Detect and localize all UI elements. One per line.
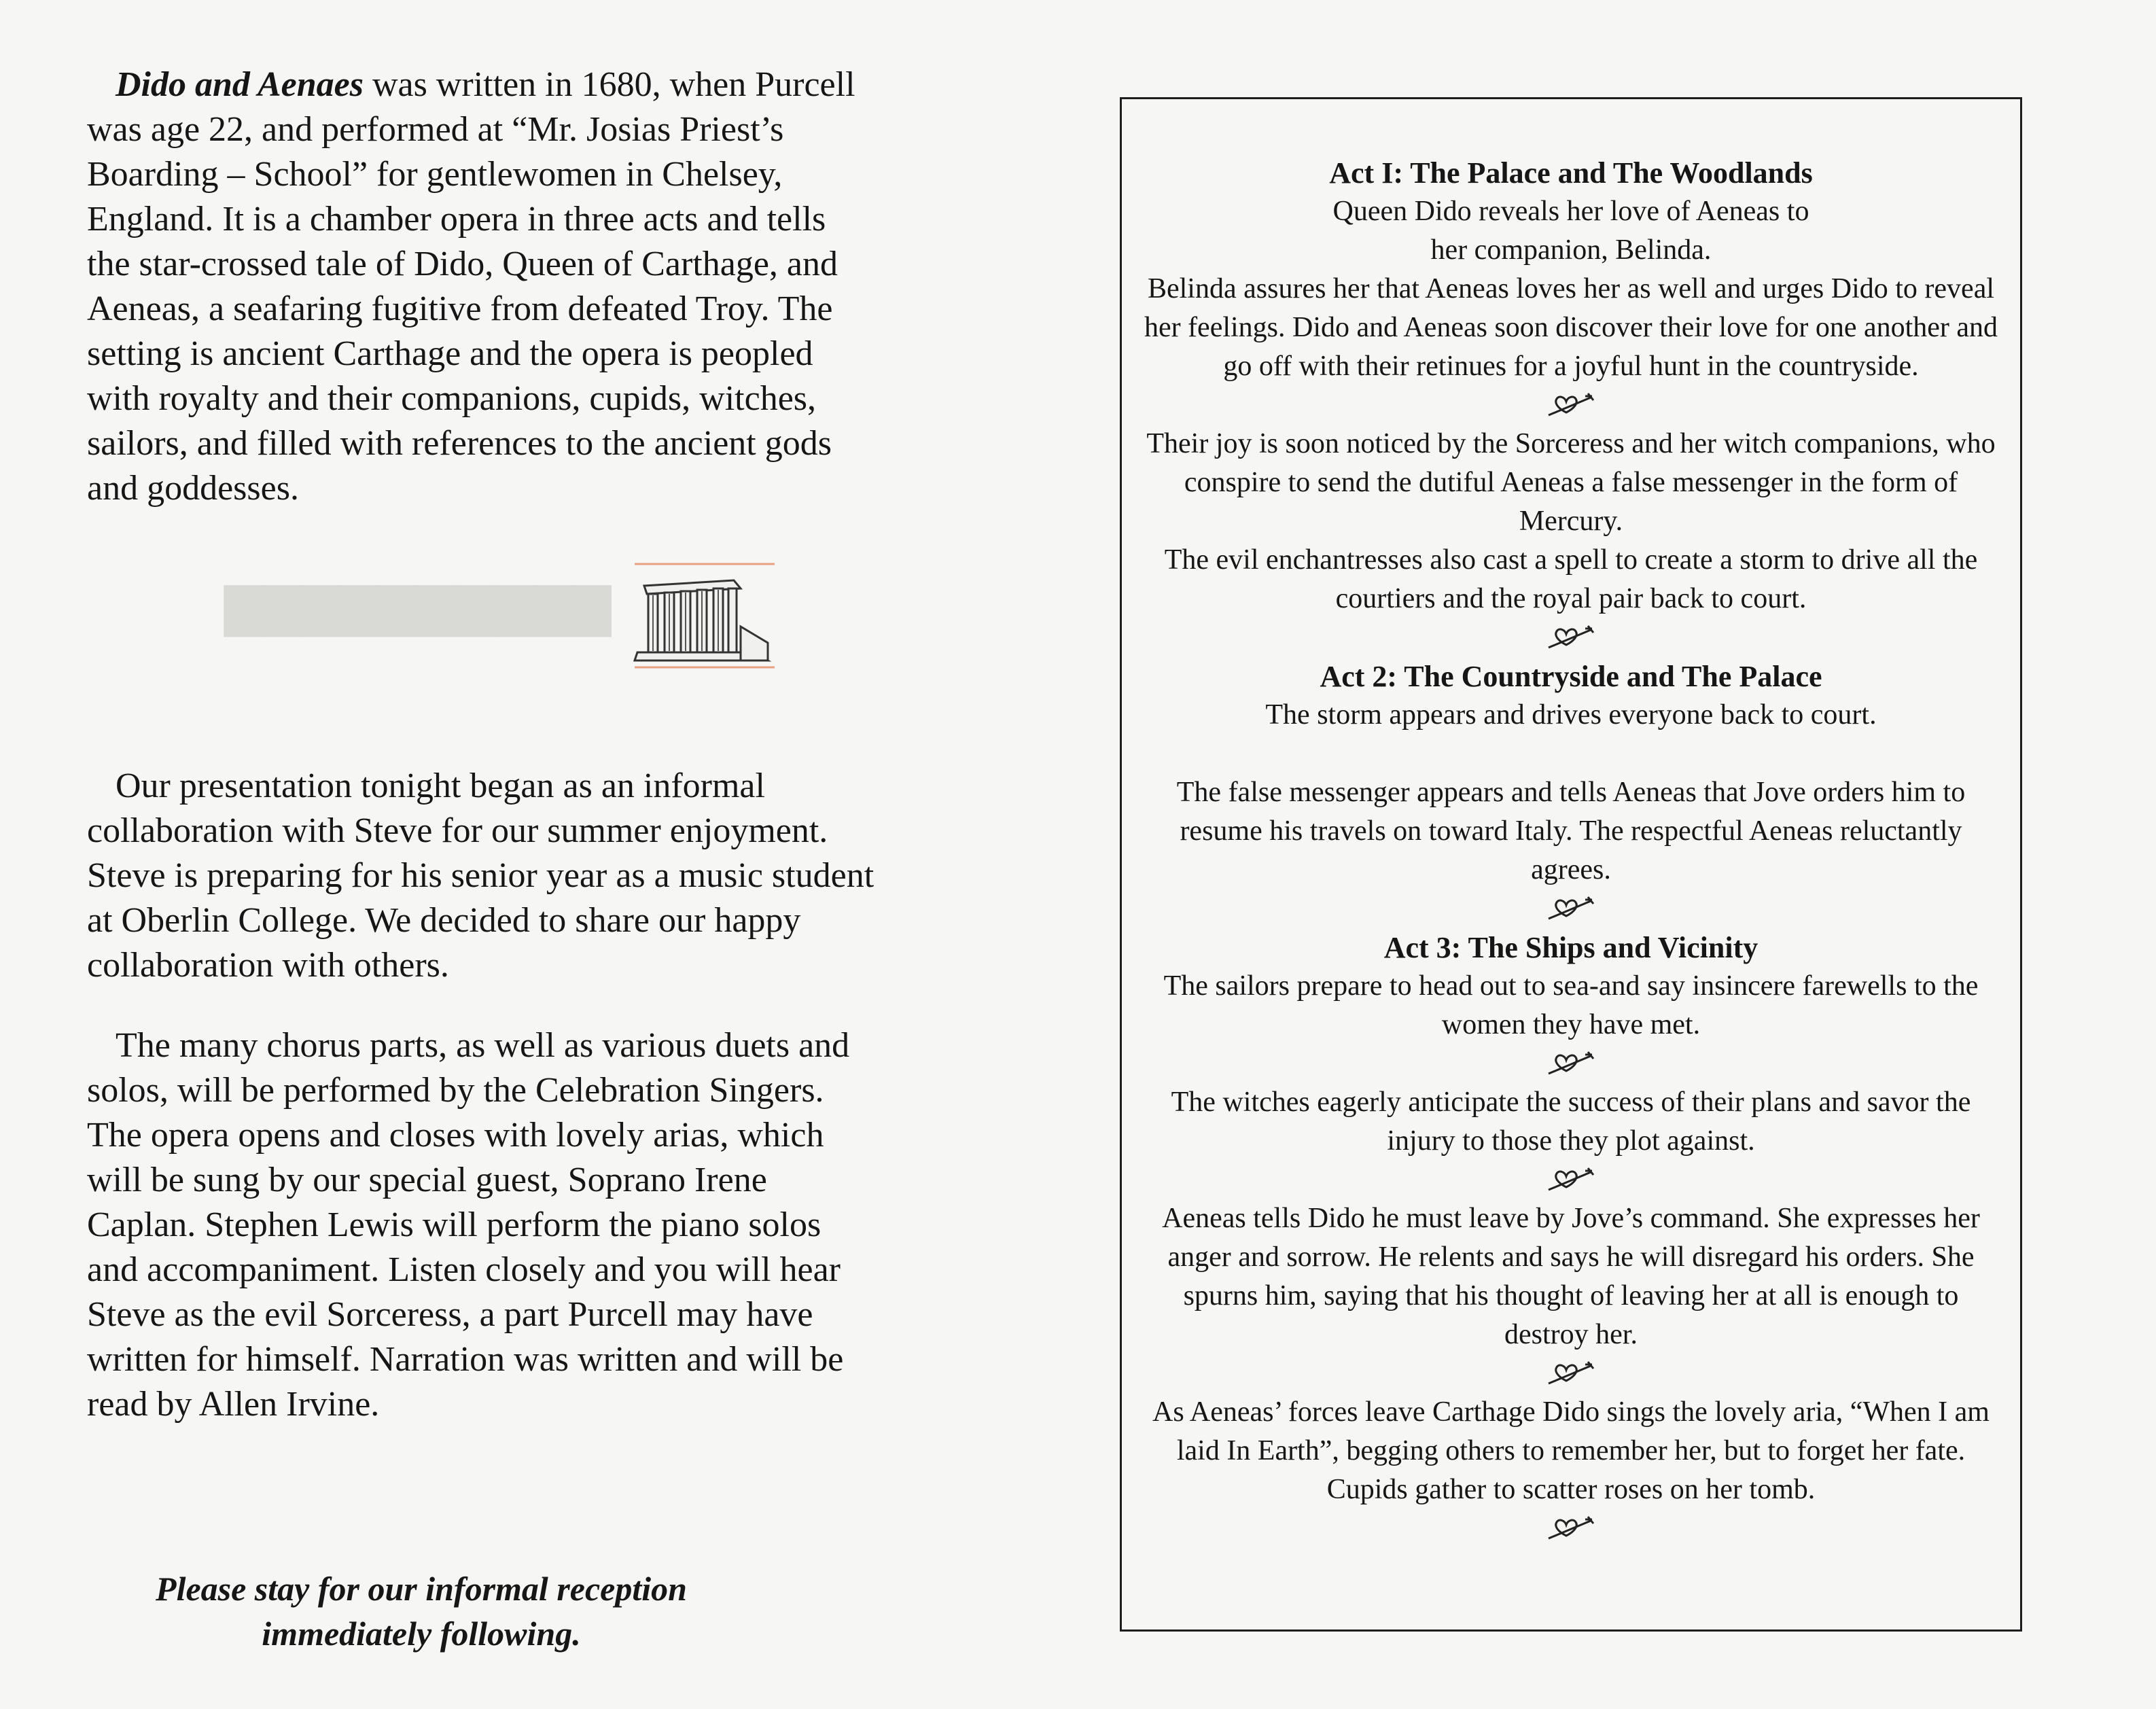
reception-line-2: immediately following. [262,1615,581,1653]
act1-paragraph-3: Their joy is soon noticed by the Sorceress and her witch companions, who conspire to send the dutiful Aeneas a false messenger in the form of Mercury. [1146,428,1996,537]
presentation-paragraph: Our presentation tonight began as an informal collaboration with Steve for our summer enjoyment. Steve is preparing for his senior year as a music student at Oberlin College. We decided to share our happy collaboration with others. [87,767,874,985]
intro-text: was written in 1680, when Purcell was age 22, and performed at “Mr. Josias Priest’s Boarding – School” for gentlewomen in Chelsey, England. It is a chamber opera in three acts and tells the star-crossed tale of Dido, Queen of Carthage, and Aeneas, a seafaring fugitive from defeated Troy. The setting is ancient Carthage and the opera is peopled with royalty and their companions, cupids, witches, sailors, and filled with references to the ancient gods and goddesses. [87,65,855,508]
heart-arrow-icon [1138,618,2004,657]
heart-arrow-icon [1138,1161,2004,1199]
act2-paragraph-1: The storm appears and drives everyone back to court. [1265,699,1877,730]
reception-note [109,1566,734,1656]
opera-title: Dido and Aenaes [116,65,364,104]
act3-paragraph-3: Aeneas tells Dido he must leave by Jove’s command. She expresses her anger and sorrow. He relents and says he will disregard his orders. She spurns him, saying that his thought of leaving her at all is enough to destroy her. [1162,1203,1980,1350]
act3-paragraph-4: As Aeneas’ forces leave Carthage Dido sings the lovely aria, “When I am laid In Earth”, begging others to remember her, but to forget her fate. Cupids gather to scatter roses on her tomb. [1152,1396,1990,1505]
spacer [1138,735,2004,773]
reception-line-1: Please stay for our informal reception [156,1570,687,1608]
act1-line-1: Queen Dido reveals her love of Aeneas to [1332,196,1809,227]
heart-arrow-icon [1138,1044,2004,1083]
heart-arrow-icon [1138,386,2004,425]
temple-columns-icon [632,561,776,671]
act1-paragraph-2: Belinda assures her that Aeneas loves her as well and urges Dido to reveal her feelings. Dido and Aeneas soon discover their love for one another and go off with their retinues for a joyful hunt in the countryside. [1144,273,1998,382]
left-column [87,63,875,1427]
act3-heading: Act 3: The Ships and Vicinity [1383,931,1759,964]
ghost-line: ▇▇▇▇▇▇▇▇▇▇ [224,580,612,636]
act3-paragraph-2: The witches eagerly anticipate the success of their plans and savor the injury to those they plot against. [1171,1087,1971,1157]
heart-arrow-icon [1138,1354,2004,1393]
heart-arrow-icon [1138,1509,2004,1548]
act2-paragraph-2: The false messenger appears and tells Aeneas that Jove orders him to resume his travels on toward Italy. The respectful Aeneas reluctantly agrees. [1176,777,1966,885]
performers-paragraph: The many chorus parts, as well as various duets and solos, will be performed by the Celebration Singers. The opera opens and closes with lovely arias, which will be sung by our special guest, Soprano Irene Caplan. Stephen Lewis will perform the piano solos and accompaniment. Listen closely and you will hear Steve as the evil Sorceress, a part Purcell may have written for himself. Narration was written and will be read by Allen Irvine. [87,1026,850,1424]
intro-paragraph [87,63,875,511]
act3-paragraph-1: The sailors prepare to head out to sea-and say insincere farewells to the women they have met. [1163,970,1979,1040]
synopsis-box [1120,97,2022,1632]
act2-heading: Act 2: The Countryside and The Palace [1320,660,1822,693]
heart-arrow-icon [1138,889,2004,928]
synopsis-content [1138,154,2004,1548]
act1-paragraph-4: The evil enchantresses also cast a spell to create a storm to drive all the courtiers and the royal pair back to court. [1164,544,1978,614]
act1-heading: Act I: The Palace and The Woodlands [1329,156,1813,190]
act1-line-2: her companion, Belinda. [1430,234,1712,266]
